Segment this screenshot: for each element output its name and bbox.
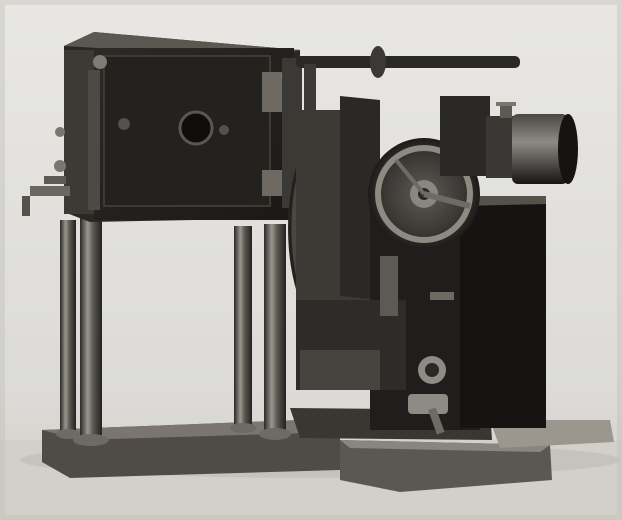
- lamphouse-box: [64, 32, 302, 222]
- lamphouse-lens-port: [180, 112, 212, 144]
